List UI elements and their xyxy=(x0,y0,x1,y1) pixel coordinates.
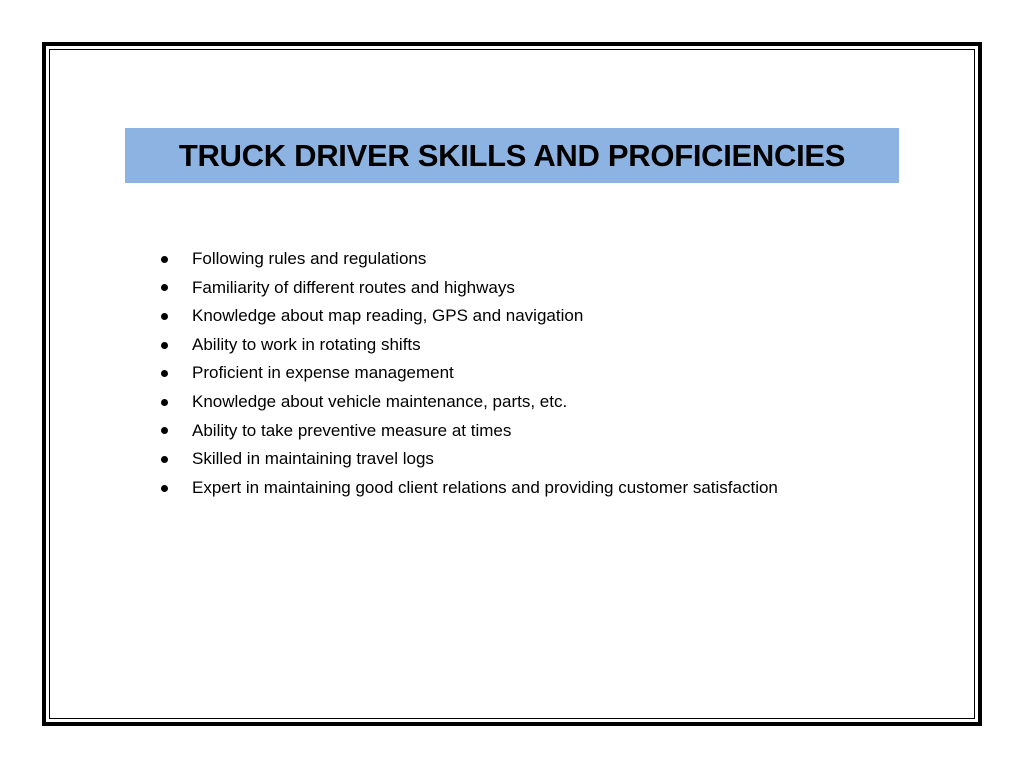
list-item xyxy=(155,331,778,360)
bullet-icon xyxy=(161,456,168,463)
page-title: TRUCK DRIVER SKILLS AND PROFICIENCIES xyxy=(178,137,846,173)
skill-text: Skilled in maintaining travel logs xyxy=(192,449,434,469)
bullet-icon xyxy=(161,256,168,263)
list-item xyxy=(155,474,778,503)
bullet-icon xyxy=(161,485,168,492)
list-item xyxy=(155,274,778,303)
list-item xyxy=(155,388,778,417)
bullet-icon xyxy=(161,284,168,291)
skill-text: Knowledge about vehicle maintenance, parts, etc. xyxy=(192,391,568,411)
list-item xyxy=(155,417,778,446)
skill-text: Ability to take preventive measure at times xyxy=(192,420,512,440)
skill-text: Knowledge about map reading, GPS and navigation xyxy=(192,306,584,326)
skill-text: Following rules and regulations xyxy=(192,249,427,268)
bullet-icon xyxy=(161,313,168,320)
skills-list xyxy=(155,245,778,502)
list-item xyxy=(155,359,778,388)
skill-text: Familiarity of different routes and highways xyxy=(192,277,515,297)
list-item xyxy=(155,302,778,331)
bullet-icon xyxy=(161,342,168,349)
list-item xyxy=(155,445,778,474)
skill-text: Proficient in expense management xyxy=(192,363,454,383)
skill-text: Expert in maintaining good client relations and providing customer satisfaction xyxy=(192,477,778,497)
bullet-icon xyxy=(161,427,168,434)
bullet-icon xyxy=(161,399,168,406)
skill-text: Ability to work in rotating shifts xyxy=(192,334,421,354)
bullet-icon xyxy=(161,370,168,377)
list-item xyxy=(155,245,778,274)
title-banner xyxy=(125,128,899,183)
